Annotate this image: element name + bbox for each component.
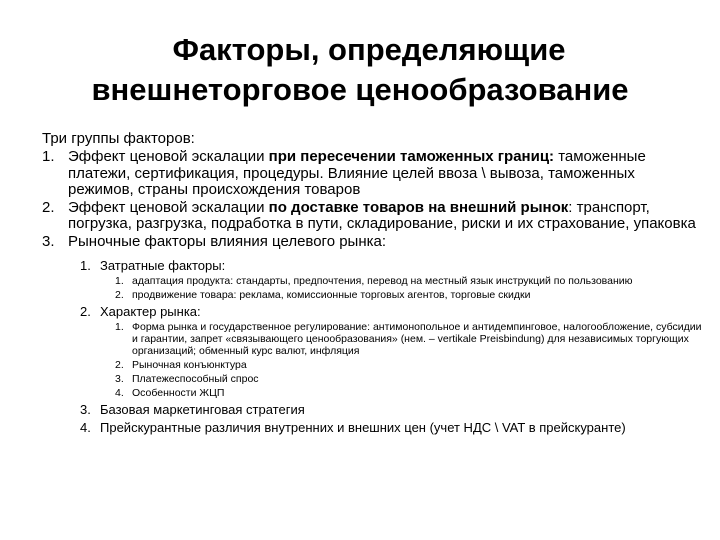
detail-item-text: Платежеспособный спрос (132, 373, 259, 385)
list-item-text: Рыночные факторы влияния целевого рынка: (68, 232, 387, 250)
list-item-number: 2. (42, 198, 55, 216)
list-item-bold-text: при пересечении таможенных границ: (268, 148, 555, 165)
detail-item-number: 2. (115, 359, 124, 371)
sub-item-text: Прейскурантные различия внутренних и внешних цен (учет НДС \ VAT в прейскуранте) (100, 420, 626, 435)
detail-item (42, 387, 702, 399)
sub-item-number: 1. (80, 258, 91, 273)
list-item-text: : транспорт, погрузка, разгрузка, подработка в пути, складирование, риски и их страхование, упаковка (68, 198, 696, 232)
sub-item-text: Базовая маркетинговая стратегия (100, 402, 305, 417)
detail-item (42, 373, 702, 385)
sub-item-2 (42, 304, 702, 319)
sub-item-4 (42, 420, 702, 435)
slide-title-line-1: Факторы, определяющие (172, 32, 566, 67)
detail-item-number: 4. (115, 387, 124, 399)
detail-item-text: Рыночная конъюнктура (132, 359, 247, 371)
list-item-number: 3. (42, 232, 55, 250)
detail-item-number: 3. (115, 373, 124, 385)
sub-item-text: Характер рынка: (100, 304, 201, 319)
sub-item-3 (42, 402, 702, 417)
intro-text: Три группы факторов: (42, 130, 195, 147)
list-item-bold-text: по доставке товаров на внешний рынок (268, 198, 569, 216)
list-item-text: Эффект ценовой эскалации (68, 198, 269, 216)
sub-item-number: 2. (80, 304, 91, 319)
detail-item (42, 275, 702, 287)
list-item-number: 1. (42, 148, 55, 165)
detail-item-number: 1. (115, 321, 124, 333)
sub-item-text: Затратные факторы: (100, 258, 226, 273)
sub-item-number: 4. (80, 420, 91, 435)
detail-item (42, 289, 702, 301)
sub-item-number: 3. (80, 402, 91, 417)
sub-item-1 (42, 258, 702, 273)
detail-item-text: продвижение товара: реклама, комиссионные торговых агентов, торговые скидки (132, 289, 531, 301)
detail-item-number: 1. (115, 275, 124, 287)
detail-item-text: Форма рынка и государственное регулирование: антимонопольное и антидемпинговое, налогообложение, субсидии и гарантии, запрет «связывающего ценообразования» (нем. – vertikale Preisbindung) для независимых торгующих организаций; обменный курс валют, инфляция (132, 321, 702, 357)
list-item-1 (42, 149, 702, 199)
slide-title-line-2: внешнеторговое ценообразование (91, 72, 629, 107)
detail-item-text: Особенности ЖЦП (132, 387, 225, 399)
detail-item (42, 321, 702, 357)
list-item-text: Эффект ценовой эскалации (68, 148, 269, 165)
detail-item (42, 359, 702, 371)
detail-item-text: адаптация продукта: стандарты, предпочтения, перевод на местный язык инструкций по пользованию (132, 275, 633, 287)
list-item-text: таможенные платежи, сертификация, процедуры. Влияние целей ввоза \ вывоза, таможенных режимов, страны происхождения товаров (68, 148, 646, 198)
list-item-2 (42, 200, 702, 233)
list-item-3 (42, 234, 702, 251)
slide-body (42, 130, 702, 435)
slide-title (0, 30, 720, 110)
detail-item-number: 2. (115, 289, 124, 301)
